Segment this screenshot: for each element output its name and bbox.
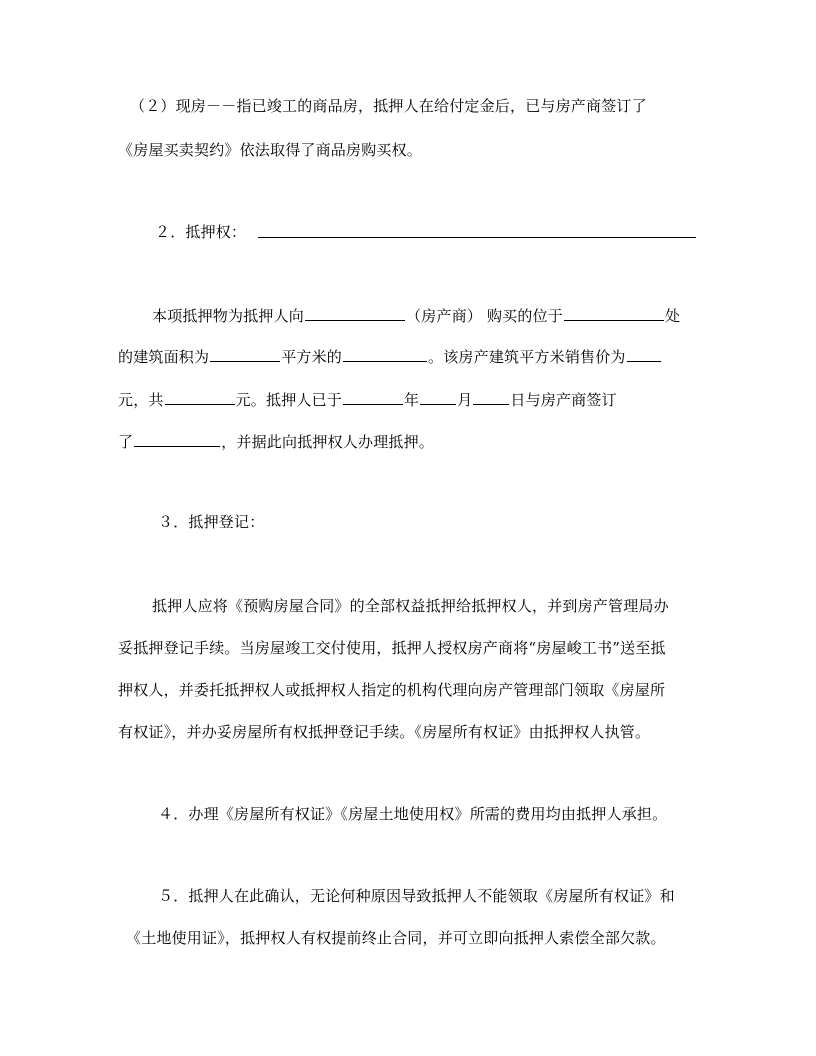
month-blank[interactable] (420, 388, 456, 405)
floor-area-blank[interactable] (210, 345, 280, 362)
text-segment: 处 (665, 307, 681, 325)
paragraph-registration-line-1: 抵押人应将《预购房屋合同》的全部权益抵押给抵押权人，并到房产管理局办 (152, 597, 669, 615)
total-price-blank[interactable] (165, 388, 235, 405)
text-segment: 月 (457, 391, 473, 409)
year-blank[interactable] (343, 388, 403, 405)
text-segment: 平方米的 (281, 348, 343, 366)
property-location-blank[interactable] (564, 304, 664, 321)
section-3-heading: ３．抵押登记： (158, 513, 265, 531)
contract-name-blank[interactable] (134, 430, 220, 447)
section-5-line-1: ５．抵押人在此确认，无论何种原因导致抵押人不能领取《房屋所有权证》和 (158, 887, 675, 905)
text-segment: 本项抵押物为抵押人向 (152, 307, 305, 325)
paragraph-collateral-line-2 (118, 345, 662, 367)
day-blank[interactable] (473, 388, 509, 405)
developer-name-blank[interactable] (305, 304, 405, 321)
section-2-heading-text: ２．抵押权： (155, 223, 247, 241)
mortgage-right-blank[interactable] (258, 237, 696, 238)
paragraph-collateral-line-1 (152, 304, 680, 326)
paragraph-registration-line-3: 押权人，并委托抵押权人或抵押权人指定的机构代理向房产管理部门领取《房屋所 (118, 681, 666, 699)
text-segment: 日与房产商签订 (510, 391, 617, 409)
text-segment: 年 (404, 391, 420, 409)
paragraph-registration-line-2: 妥抵押登记手续。当房屋竣工交付使用，抵押人授权房产商将“房屋峻工书”送至抵 (118, 639, 666, 657)
text-segment: 。该房产建筑平方米销售价为 (428, 348, 626, 366)
unit-price-blank[interactable] (627, 345, 661, 362)
paragraph-existing-house-line-1: （２）现房－－指已竣工的商品房，抵押人在给付定金后，已与房产商签订了 (130, 97, 647, 115)
property-type-blank[interactable] (343, 345, 427, 362)
text-segment: 的建筑面积为 (118, 348, 210, 366)
text-segment: 元。抵押人已于 (235, 391, 343, 409)
text-segment: 了 (118, 433, 134, 451)
paragraph-registration-line-4: 有权证》，并办妥房屋所有权抵押登记手续。《房屋所有权证》由抵押权人执管。 (118, 723, 651, 741)
paragraph-collateral-line-3 (118, 388, 617, 410)
paragraph-existing-house-line-2: 《房屋买卖契约》依法取得了商品房购买权。 (118, 141, 423, 159)
text-segment: ，并据此向抵押权人办理抵押。 (221, 433, 435, 451)
text-segment: 元，共 (118, 391, 164, 409)
text-segment: （房产商） 购买的位于 (406, 307, 563, 325)
paragraph-collateral-line-4 (118, 430, 434, 452)
section-5-line-2: 《土地使用证》，抵押权人有权提前终止合同，并可立即向抵押人索偿全部欠款。 (126, 929, 666, 947)
section-2-heading (155, 222, 246, 242)
section-4-text: ４．办理《房屋所有权证》《房屋土地使用权》所需的费用均由抵押人承担。 (158, 805, 668, 823)
